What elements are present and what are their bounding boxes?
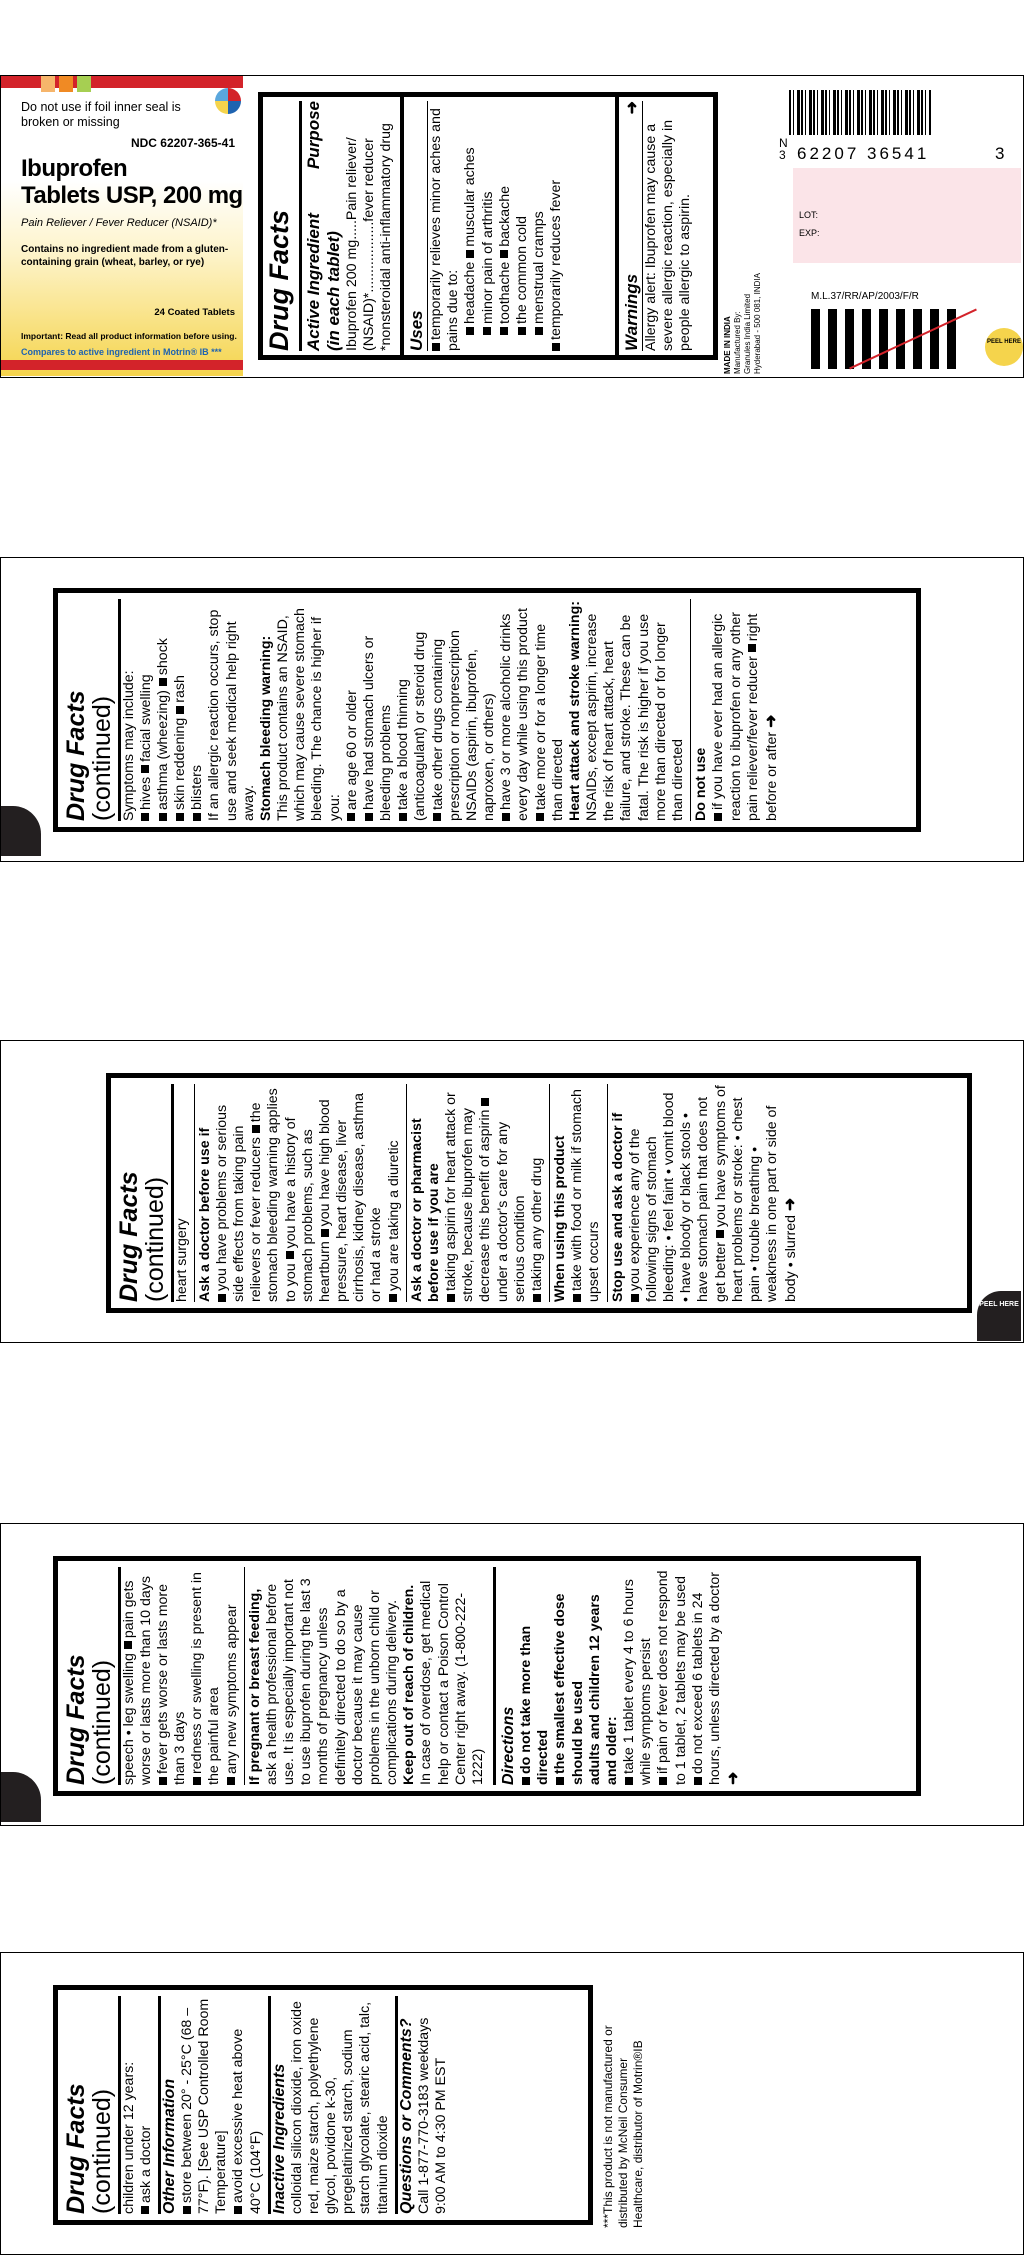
df2-stomach-heading: Stomach bleeding warning: [257, 635, 274, 821]
front-label-panel [0, 75, 1024, 378]
corner-tab [1, 806, 41, 856]
license-number: M.L.37/RR/AP/2003/F/R [811, 291, 919, 302]
df1-uses-section: Uses temporarily relieves minor aches and pains due to: headache muscular aches minor pain of arthritis toothache backache the common cold menstrual cramps temporarily reduces fever [405, 97, 567, 355]
drug-facts-box-1 [258, 92, 718, 360]
df1-separator-1 [400, 97, 404, 355]
drug-facts-panel-5 [0, 1952, 1024, 2255]
barcode-right-digit: 3 [995, 144, 1005, 163]
barcode-number: 62207 36541 [797, 144, 930, 163]
gluten-statement: Contains no ingredient made from a gluten-containing grain (wheat, barley, or rye) [21, 244, 229, 268]
df2-title: Drug Facts (continued) [60, 599, 121, 821]
df2-stomach-text: This product contains an NSAID, which may cause severe stomach bleeding. The chance is higher if you: [275, 608, 343, 821]
nsaid-note: *nonsteroidal anti-inflammatory drug [378, 123, 395, 351]
df1-title: Drug Facts [264, 209, 294, 351]
df1-warnings-section [620, 97, 697, 355]
drug-facts-box-4 [53, 1556, 921, 1796]
foil-warning: Do not use if foil inner seal is broken or missing [21, 100, 181, 129]
bottom-red-bar [1, 360, 243, 370]
df5-inactive-heading: Inactive Ingredients [270, 2063, 288, 2214]
df4-wrapper: Drug Facts (continued) speech • leg swelling pain gets worse or lasts more than 10 days fever gets worse or lasts more than 3 days redness or swelling is present in the painful area any new symptoms appear If pregnant or breast feeding, ask a health professional before use. It is especially important not to use ibuprofen during the last 3 months of pregnancy unless definitely directed to do so by a doctor because it may cause problems in the unborn child or complications during delivery. Keep out of reach of children. In case of overdose, get medical help or contact a Poison Control Center right away. (1-800-222-1222) Directions do not take more than directed the smallest effective dose should be used adults and children 12 years and older: take 1 tablet every 4 to 6 hours while symptoms persist if pain or fever does not respond to 1 tablet, 2 tablets may be used do not exceed 6 tablets in 24 hours, unless directed by a doctor ➜ [58, 1561, 916, 1791]
df5-title: Drug Facts (continued) [60, 1996, 121, 2214]
exp-label: EXP: [799, 228, 820, 238]
top-red-bar [1, 76, 243, 88]
warnings-heading: Warnings [622, 273, 641, 351]
continue-arrow-icon: ➜ [782, 1197, 800, 1212]
active-line: Ibuprofen 200 mg.....Pain reliever/ [344, 137, 360, 351]
df4-preg-heading: If pregnant or breast feeding, [246, 1588, 263, 1785]
df1-columns [263, 97, 713, 355]
uses-heading: Uses [407, 310, 426, 351]
tablet-count: 24 Coated Tablets [154, 307, 235, 318]
df4-title: Drug Facts (continued) [60, 1567, 121, 1785]
df2-allergic-stop: If an allergic reaction occurs, stop use and seek medical help right away. [206, 609, 257, 821]
drug-facts-panel-2 [0, 557, 1024, 862]
package-front [1, 76, 243, 376]
df3-when-heading: When using this product [549, 1084, 569, 1302]
df2-symptoms: Symptoms may include: [120, 670, 137, 821]
df1-active-section [297, 97, 398, 355]
drug-facts-box-5 [53, 1985, 593, 2225]
df1-separator-2 [615, 97, 619, 355]
color-squares [41, 76, 121, 92]
df5-children: children under 12 years: [120, 2061, 137, 2214]
disclaimer-footnote: ***This product is not manufactured or distributed by McNeil Consumer Healthcare, distributor of Motrin®IB [601, 2025, 645, 2228]
drug-facts-panel-4 [0, 1523, 1024, 1826]
df4-keep-heading: Keep out of reach of children. [401, 1584, 418, 1785]
df3-heart-surgery: heart surgery [173, 1218, 190, 1302]
df3-wrapper: Drug Facts (continued) heart surgery Ask a doctor before use if you have problems or serious side effects from taking pain relievers or fever reducers the stomach bleeding warning applies to you you have a history of stomach problems, such as heartburn you have high blood pressure, heart disease, liver cirrhosis, kidney disease, asthma or had a stroke you are taking a diuretic Ask a doctor or pharmacist before use if you are taking aspirin for heart attack or stroke, because ibuprofen may decrease this benefit of aspirin under a doctor's care for any serious condition taking any other drug When using this product take with food or milk if stomach upset occurs Stop use and ask a doctor if you experience any of the following signs of stomach bleeding: • feel faint • vomit blood • have bloody or black stools • have stomach pain that does not get better you have symptoms of heart problems or stroke: • chest pain • trouble breathing • weakness in one part or side of body • slurred ➜ [115, 1085, 800, 1302]
drug-facts-panel-3 [0, 1040, 1024, 1343]
corner-tab [1, 1772, 41, 1822]
barcode [789, 90, 931, 135]
df4-directions-heading: Directions [500, 1706, 518, 1785]
peel-here-tab: PEEL HERE [977, 1291, 1021, 1341]
active-heading: Active Ingredient [304, 213, 323, 351]
barcode-left-digit: 3 [779, 148, 786, 162]
df5-other-heading: Other Information [160, 2078, 178, 2214]
compare-note: Compares to active ingredient in Motrin® IB *** [21, 347, 222, 357]
side-panel [723, 76, 1023, 376]
df3-ask-doc-heading: Ask a doctor before use if [194, 1084, 214, 1302]
df4-keep-text: In case of overdose, get medical help or contact a Poison Control Center right away. (1-800-222-1222) [418, 1580, 486, 1785]
continue-arrow-icon: ➜ [725, 1771, 743, 1785]
allergy-alert: Allergy alert: Ibuprofen may cause a severe allergic reaction, especially in people allergic to aspirin. [642, 101, 695, 351]
df2-heart-text: NSAIDs, except aspirin, increase the risk of heart attack, heart failure, and stroke. These can be fatal. The risk is higher if you use more than directed or for longer than directed [584, 613, 686, 821]
product-name: Ibuprofen Tablets USP, 200 mg [21, 155, 243, 209]
df3-title: Drug Facts (continued) [113, 1084, 174, 1302]
df3-stop-heading: Stop use and ask a doctor if [607, 1084, 627, 1302]
brand-logo-icon [215, 88, 241, 114]
continue-arrow-icon: ➜ [624, 101, 641, 115]
active-sub: (in each tablet) [324, 231, 343, 351]
lot-label: LOT: [799, 210, 819, 220]
uses-intro: temporarily relieves minor aches and pains due to: [428, 108, 462, 351]
continue-arrow-icon: ➜ [762, 714, 780, 728]
df2-dnu-heading: Do not use [690, 599, 710, 821]
active-line-2: (NSAID)*..................fever reducer [361, 138, 378, 351]
barcode-top: N [779, 136, 788, 150]
df5-questions-text: Call 1-877-770-3183 weekdays 9:00 AM to 4:30 PM EST [415, 2017, 449, 2214]
ndc-number: NDC 62207-365-41 [130, 136, 235, 150]
purpose-heading: Purpose [304, 101, 323, 170]
df5-wrapper: Drug Facts (continued) children under 12 years: ask a doctor Other Information store between 20° - 25°C (68 – 77°F). [See USP Controlled Room Temperature] avoid excessive heat above 40°C (104°F) Inactive Ingredients colloidal silicon dioxide, iron oxide red, maize starch, polyethylene glycol, povidone k-30, pregelatinized starch, sodium starch glycolate, stearic acid, talc, titanium dioxide Questions or Comments? Call 1-877-770-3183 weekdays 9:00 AM to 4:30 PM EST [58, 1990, 588, 2220]
product-subtitle: Pain Reliever / Fever Reducer (NSAID)* [21, 217, 217, 229]
manufacturer-block: MADE IN INDIA Manufactured By: Granules India Limited Hyderabad - 500 081, INDIA [723, 273, 762, 374]
lot-exp-box [793, 168, 1021, 263]
important-note: Important: Read all product information before using. [21, 331, 237, 341]
df2-heart-heading: Heart attack and stroke warning: [566, 601, 583, 821]
drug-facts-box-2 [53, 588, 921, 832]
code-bars [811, 309, 961, 369]
df3-ask-pharm-heading: Ask a doctor or pharmacist before use if you are [406, 1084, 443, 1302]
df5-questions-heading: Questions or Comments? [397, 2018, 415, 2214]
uses-fever: temporarily reduces fever [548, 179, 565, 340]
df2-wrapper: Drug Facts (continued) Symptoms may include: hives facial swelling asthma (wheezing) shock skin reddening rash blisters If an allergic reaction occurs, stop use and seek medical help right away. Stomach bleeding warning: This product contains an NSAID, which may cause severe stomach bleeding. The chance is higher if you: are age 60 or older have had stomach ulcers or bleeding problems take a blood thinning (anticoagulant) or steroid drug take other drugs containing prescription or nonprescription NSAIDs (aspirin, ibuprofen, naproxen, or others) have 3 or more alcoholic drinks every day while using this product take more or for a longer time than directed Heart attack and stroke warning: NSAIDs, except aspirin, increase the risk of heart attack, heart failure, and stroke. These can be fatal. The risk is higher if you use more than directed or for longer than directed Do not use if you have ever had an allergic reaction to ibuprofen or any other pain reliever/fever reducer right before or after ➜ [58, 593, 916, 827]
df5-inactive-text: colloidal silicon dioxide, iron oxide red, maize starch, polyethylene glycol, povidone k-30, pregelatinized starch, sodium starch glycolate, stearic acid, talc, titanium dioxide [288, 2001, 391, 2214]
drug-facts-box-3 [106, 1073, 972, 1313]
peel-here-badge: PEEL HERE [985, 328, 1023, 366]
